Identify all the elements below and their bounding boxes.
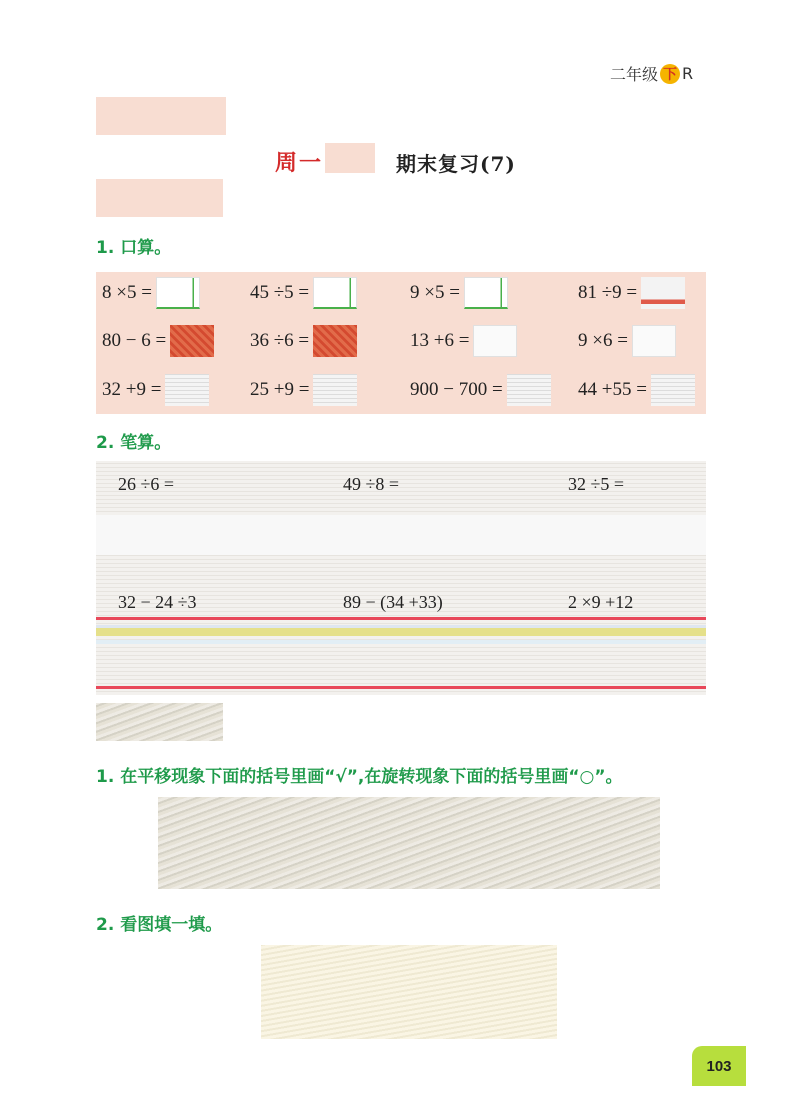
day-title: 周一 [275, 151, 324, 176]
oral-item [102, 277, 200, 309]
written-expression: 2 ×9 +12 [568, 592, 634, 612]
section-banner-a [96, 179, 223, 217]
answer-box[interactable] [641, 277, 685, 309]
day-box [325, 143, 375, 173]
question-number: 1 [96, 767, 108, 787]
work-area[interactable] [96, 515, 706, 555]
answer-box[interactable] [464, 277, 508, 309]
oral-expression: 45 ÷5 = [250, 282, 310, 303]
oral-item [102, 325, 214, 357]
answer-box[interactable] [651, 374, 695, 406]
divider-stripe [96, 628, 706, 636]
oral-expression: 9 ×6 = [578, 330, 628, 351]
question-b2-heading [96, 910, 222, 935]
oral-expression: 13 +6 = [410, 330, 470, 351]
fill-in-figure [261, 945, 557, 1039]
grade-label [610, 62, 693, 85]
grade-text: 二年级 [610, 65, 659, 84]
oral-item [250, 325, 357, 357]
question-b1-heading [96, 762, 623, 787]
question-number: 2 [96, 433, 108, 453]
question-label: . 笔算。 [107, 433, 172, 453]
divider-stripe [96, 640, 706, 644]
written-expression: 32 ÷5 = [568, 474, 625, 494]
divider-stripe [96, 686, 706, 689]
answer-box[interactable] [156, 277, 200, 309]
answer-box[interactable] [507, 374, 551, 406]
question-label: . 口算。 [107, 238, 172, 258]
oral-expression: 8 ×5 = [102, 282, 152, 303]
question-number: 1 [96, 238, 108, 258]
oral-item [102, 374, 209, 406]
question-2-heading [96, 428, 171, 453]
oral-item [578, 374, 695, 406]
oral-item [410, 325, 517, 357]
oral-expression: 900 − 700 = [410, 379, 503, 400]
oral-expression: 80 − 6 = [102, 330, 167, 351]
written-calc-panel [96, 461, 706, 695]
section-banner-top [96, 97, 226, 135]
written-expression: 49 ÷8 = [343, 474, 400, 494]
page-title: 期末复习(7) [396, 152, 516, 176]
answer-box[interactable] [313, 277, 357, 309]
oral-item [410, 374, 551, 406]
oral-expression: 36 ÷6 = [250, 330, 310, 351]
answer-box[interactable] [473, 325, 517, 357]
oral-expression: 44 +55 = [578, 379, 647, 400]
question-label: . 在平移现象下面的括号里画“√”,在旋转现象下面的括号里画“○”。 [107, 767, 623, 787]
oral-expression: 25 +9 = [250, 379, 310, 400]
written-expression: 32 − 24 ÷3 [118, 592, 197, 612]
question-1-heading [96, 233, 171, 258]
oral-expression: 32 +9 = [102, 379, 162, 400]
answer-box[interactable] [313, 325, 357, 357]
divider-stripe [96, 617, 706, 620]
oral-item [578, 325, 676, 357]
oral-expression: 9 ×5 = [410, 282, 460, 303]
oral-expression: 81 ÷9 = [578, 282, 638, 303]
translation-rotation-figure [158, 797, 660, 889]
written-expression: 89 − (34 +33) [343, 592, 443, 612]
answer-box[interactable] [313, 374, 357, 406]
oral-item [578, 277, 685, 309]
answer-box[interactable] [170, 325, 214, 357]
grade-suffix: R [682, 64, 694, 83]
question-label: . 看图填一填。 [107, 915, 223, 935]
oral-item [250, 277, 357, 309]
question-number: 2 [96, 915, 108, 935]
page-number: 103 [692, 1046, 746, 1086]
grade-badge: 下 [660, 64, 680, 84]
section-banner-b [96, 703, 223, 741]
written-expression: 26 ÷6 = [118, 474, 175, 494]
answer-box[interactable] [632, 325, 676, 357]
oral-item [410, 277, 508, 309]
oral-item [250, 374, 357, 406]
answer-box[interactable] [165, 374, 209, 406]
